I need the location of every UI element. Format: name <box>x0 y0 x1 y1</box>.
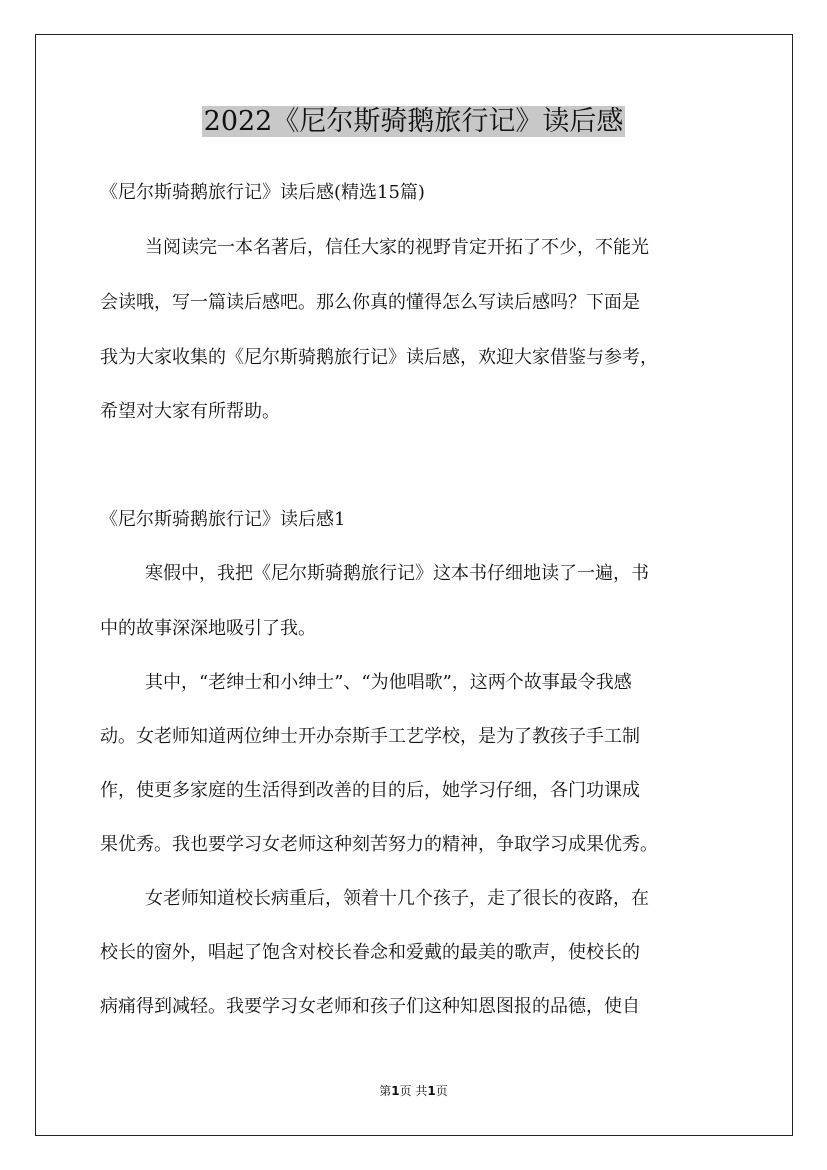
body-line-8: 校长的窗外，唱起了饱含对校长眷念和爱戴的最美的歌声，使校长的 <box>100 942 640 963</box>
page-footer: 第1页 共1页 <box>379 1084 448 1098</box>
body-line-6: 果优秀。我也要学习女老师这种刻苦努力的精神，争取学习成果优秀。 <box>100 834 658 855</box>
body-line-1: 寒假中，我把《尼尔斯骑鹅旅行记》这本书仔细地读了一遍，书 <box>145 563 649 584</box>
body-line-2: 中的故事深深地吸引了我。 <box>100 618 316 639</box>
body-line-9: 病痛得到减轻。我要学习女老师和孩子们这种知恩图报的品德，使自 <box>100 996 640 1017</box>
section-heading: 《尼尔斯骑鹅旅行记》读后感1 <box>100 509 346 530</box>
subtitle: 《尼尔斯骑鹅旅行记》读后感(精选15篇) <box>100 182 425 203</box>
page-current: 1 <box>391 1084 400 1098</box>
body-line-3: 其中，“老绅士和小绅士”、“为他唱歌”，这两个故事最令我感 <box>145 672 632 693</box>
intro-line-3: 我为大家收集的《尼尔斯骑鹅旅行记》读后感，欢迎大家借鉴与参考， <box>100 347 658 368</box>
intro-line-2: 会读哦，写一篇读后感吧。那么你真的懂得怎么写读后感吗？下面是 <box>100 292 640 313</box>
intro-line-4: 希望对大家有所帮助。 <box>100 401 280 422</box>
body-line-7: 女老师知道校长病重后，领着十几个孩子，走了很长的夜路，在 <box>145 888 649 909</box>
body-line-5: 作，使更多家庭的生活得到改善的目的后，她学习仔细，各门功课成 <box>100 780 640 801</box>
intro-line-1: 当阅读完一本名著后，信任大家的视野肯定开拓了不少，不能光 <box>145 237 649 258</box>
body-line-4: 动。女老师知道两位绅士开办奈斯手工艺学校，是为了教孩子手工制 <box>100 726 640 747</box>
page-total: 1 <box>427 1084 436 1098</box>
document-title: 2022《尼尔斯骑鹅旅行记》读后感 <box>203 106 624 137</box>
